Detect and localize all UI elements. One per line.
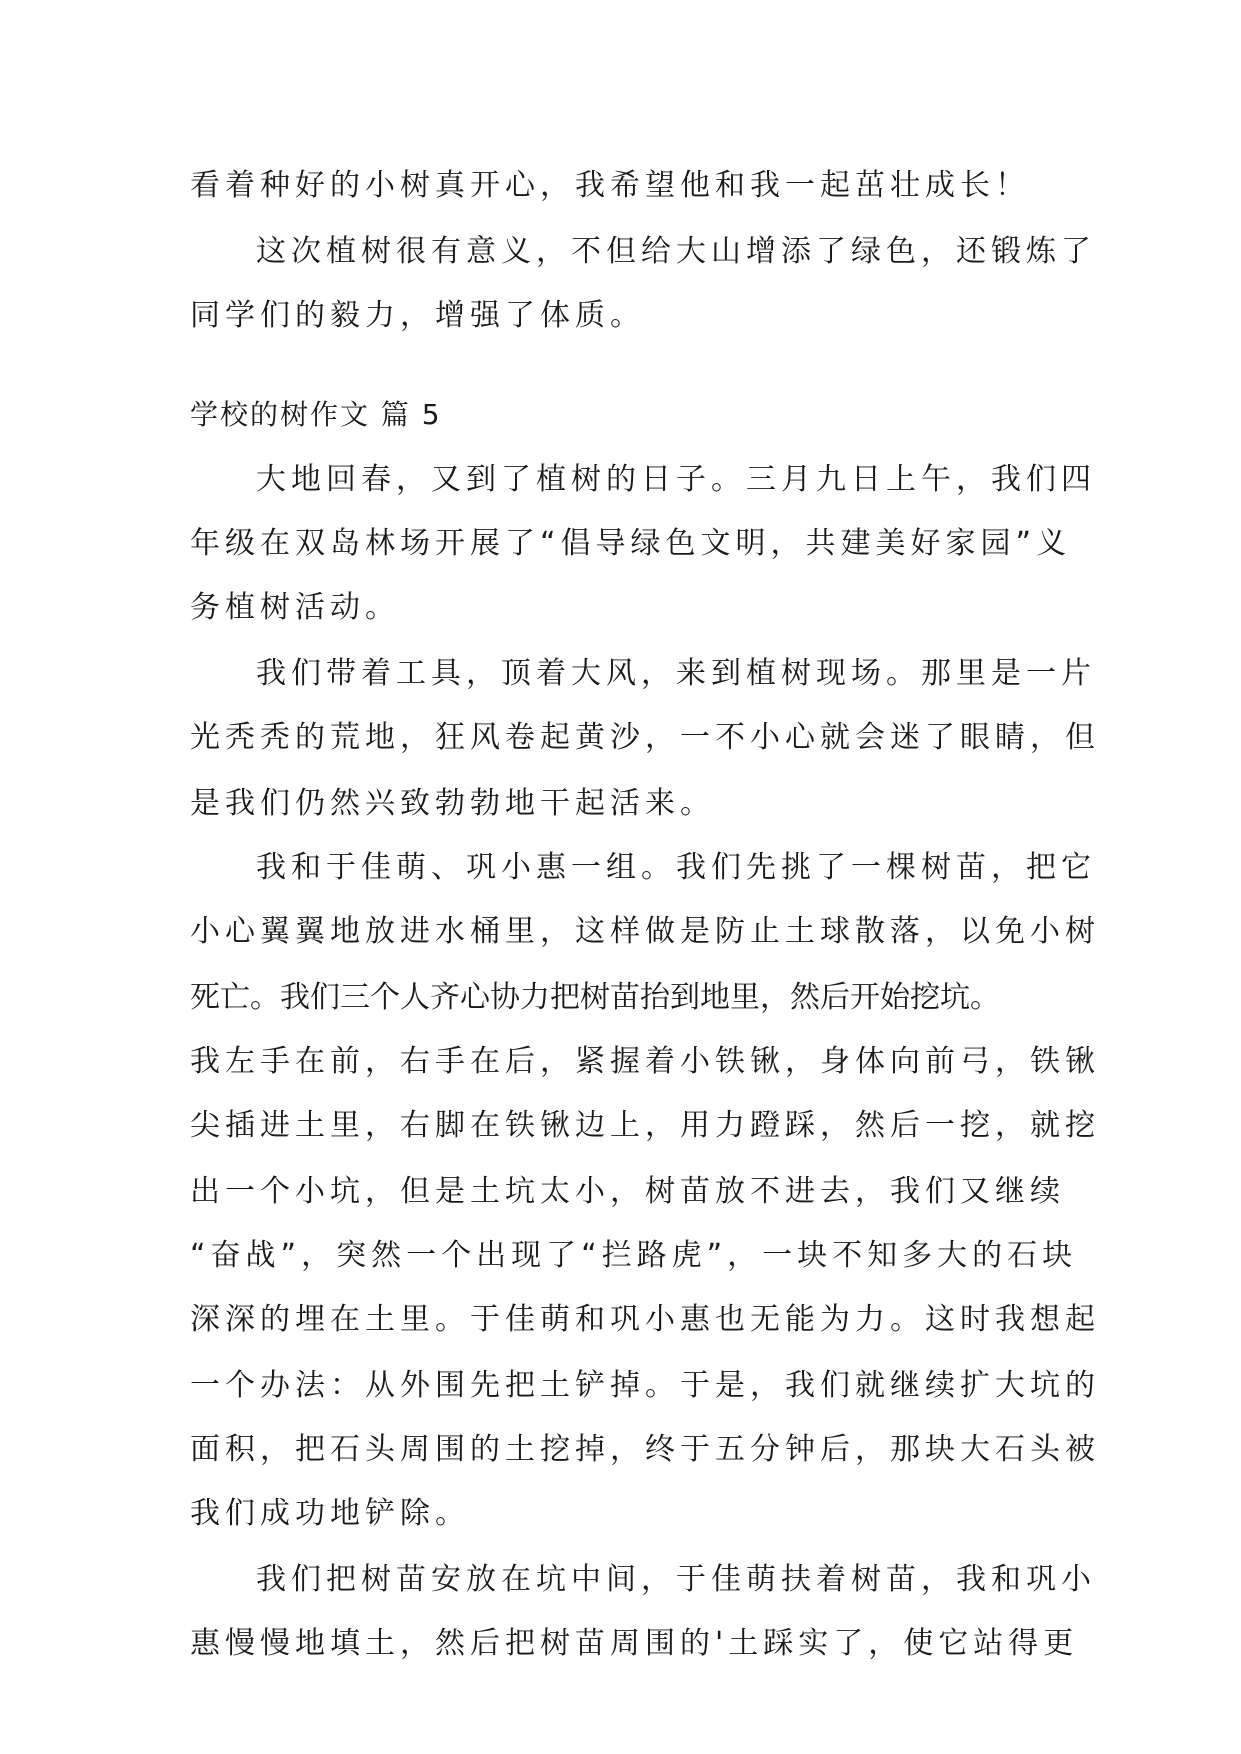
paragraph-start-line: 这次植树很有意义，不但给大山增添了绿色，还锻炼了	[256, 234, 1096, 269]
text-line: 务植树活动。	[190, 590, 400, 625]
text-line: 死亡。我们三个人齐心协力把树苗抬到地里，然后开始挖坑。	[190, 980, 1000, 1015]
section-heading: 学校的树作文 篇 5	[190, 398, 442, 431]
text-line: 看着种好的小树真开心，我希望他和我一起茁壮成长！	[190, 168, 1030, 203]
paragraph-start-line: 我们把树苗安放在坑中间，于佳萌扶着树苗，我和巩小	[256, 1562, 1096, 1597]
paragraph-start-line: 我们带着工具，顶着大风，来到植树现场。那里是一片	[256, 656, 1096, 691]
text-line: 我们成功地铲除。	[190, 1496, 470, 1531]
text-line: 一个办法：从外围先把土铲掉。于是，我们就继续扩大坑的	[190, 1368, 1100, 1403]
text-line: 光秃秃的荒地，狂风卷起黄沙，一不小心就会迷了眼睛，但	[190, 720, 1100, 755]
paragraph-start-line: 我和于佳萌、巩小惠一组。我们先挑了一棵树苗，把它	[256, 850, 1096, 885]
text-line: 出一个小坑，但是土坑太小，树苗放不进去，我们又继续	[190, 1174, 1065, 1209]
text-line: 面积，把石头周围的土挖掉，终于五分钟后，那块大石头被	[190, 1432, 1100, 1467]
text-line: 年级在双岛林场开展了“倡导绿色文明，共建美好家园”义	[190, 526, 1072, 561]
text-line: 是我们仍然兴致勃勃地干起活来。	[190, 786, 715, 821]
text-line: 惠慢慢地填土，然后把树苗周围的'土踩实了，使它站得更	[190, 1626, 1079, 1661]
text-line: 我左手在前，右手在后，紧握着小铁锹，身体向前弓，铁锹	[190, 1044, 1100, 1079]
text-line: 深深的埋在土里。于佳萌和巩小惠也无能为力。这时我想起	[190, 1302, 1100, 1337]
text-line: 同学们的毅力，增强了体质。	[190, 298, 645, 333]
text-line: 尖插进土里，右脚在铁锹边上，用力蹬踩，然后一挖，就挖	[190, 1108, 1100, 1143]
text-line: 小心翼翼地放进水桶里，这样做是防止土球散落，以免小树	[190, 914, 1100, 949]
paragraph-start-line: 大地回春，又到了植树的日子。三月九日上午，我们四	[256, 462, 1096, 497]
text-line: “奋战”，突然一个出现了“拦路虎”，一块不知多大的石块	[190, 1238, 1078, 1273]
